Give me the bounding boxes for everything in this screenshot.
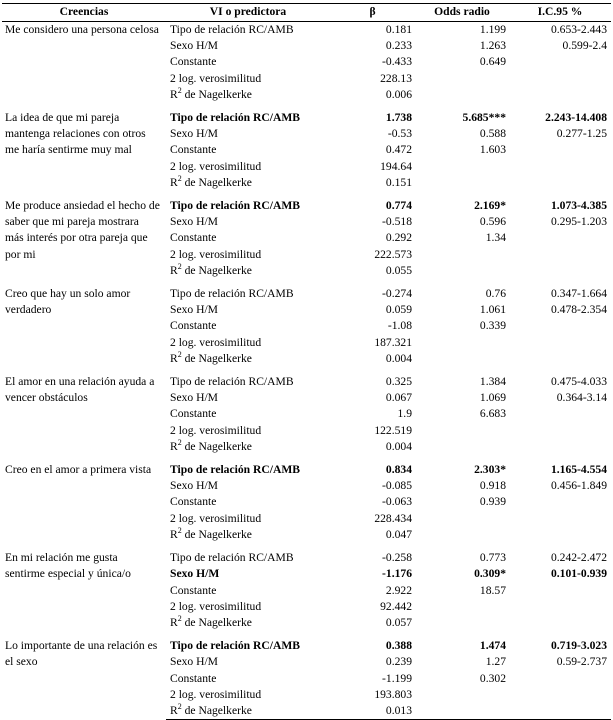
r2-label-suffix: de Nagelkerke: [181, 703, 252, 717]
odds-cell: 0.339: [479, 319, 506, 333]
ci-cell: 0.101-0.939: [550, 567, 607, 581]
r2-label-suffix: de Nagelkerke: [181, 87, 252, 101]
ci-cell: [509, 71, 611, 87]
belief-cell: Creo en el amor a primera vista: [5, 463, 152, 477]
odds-cell: 5.685***: [462, 111, 506, 125]
ci-cell: 0.242-2.472: [550, 551, 607, 565]
predictor-cell: Tipo de relación RC/AMB: [170, 111, 301, 125]
ci-cell: 0.599-2.4: [562, 39, 607, 53]
table-header: [2, 4, 611, 22]
beta-cell: 0.834: [385, 463, 412, 477]
block-spacer-cell: [2, 279, 611, 286]
ci-cell: [509, 335, 611, 351]
odds-cell: [415, 335, 509, 351]
predictor-cell: 2 log. verosimilitud: [170, 159, 262, 173]
table-row: [2, 198, 611, 214]
block-spacer: [2, 367, 611, 374]
ci-cell: 1.165-4.554: [550, 463, 607, 477]
ci-cell: [509, 175, 611, 191]
table-row: [2, 550, 611, 566]
belief-cell: Creo que hay un solo amor verdadero: [5, 287, 131, 317]
table-body: [2, 22, 611, 720]
predictor-cell: Constante: [170, 671, 217, 685]
beta-cell: 92.442: [380, 599, 412, 613]
predictor-cell: Tipo de relación RC/AMB: [170, 375, 294, 389]
odds-cell: 0.588: [479, 127, 506, 141]
block-spacer: [2, 279, 611, 286]
odds-cell: [415, 599, 509, 615]
beta-cell: -0.085: [382, 479, 412, 493]
r2-label-suffix: de Nagelkerke: [181, 439, 252, 453]
odds-cell: 0.773: [479, 551, 506, 565]
belief-cell: Lo importante de una relación es el sexo: [5, 639, 158, 669]
beta-cell: -0.274: [382, 287, 412, 301]
odds-cell: 0.302: [479, 671, 506, 685]
odds-cell: 2.169*: [474, 199, 506, 213]
predictor-cell: $R^2$ de Nagelkerke: [166, 703, 330, 720]
ci-cell: 0.364-3.14: [556, 391, 607, 405]
odds-cell: 0.939: [479, 495, 506, 509]
predictor-cell: $R^2$ de Nagelkerke: [170, 85, 252, 101]
ci-cell: [509, 230, 611, 246]
ci-cell: 0.59-2.737: [556, 655, 607, 669]
beta-cell: 0.292: [385, 231, 412, 245]
predictor-cell: Tipo de relación RC/AMB: [170, 199, 301, 213]
r2-label-suffix: de Nagelkerke: [181, 175, 252, 189]
odds-cell: [415, 511, 509, 527]
block-spacer-cell: [2, 543, 611, 550]
odds-cell: [415, 351, 509, 367]
ci-cell: [509, 351, 611, 367]
predictor-cell: Sexo H/M: [170, 391, 218, 405]
beta-cell: 0.006: [385, 87, 412, 101]
ci-cell: [509, 142, 611, 158]
beta-cell: 187.321: [374, 335, 412, 349]
belief-cell: Me produce ansiedad el hecho de saber que mi pareja mostrara más interés por otra pareja que por mi: [5, 199, 160, 261]
table-row: [2, 374, 611, 390]
odds-cell: 0.309*: [474, 567, 506, 581]
predictor-cell: Constante: [170, 55, 217, 69]
beta-cell: -0.258: [382, 551, 412, 565]
ci-cell: 0.277-1.25: [556, 127, 607, 141]
odds-cell: 0.649: [479, 55, 506, 69]
odds-cell: [415, 703, 509, 720]
predictor-cell: Sexo H/M: [170, 303, 218, 317]
predictor-cell: 2 log. verosimilitud: [170, 335, 262, 349]
beta-cell: 0.388: [385, 639, 412, 653]
beta-cell: 0.325: [385, 375, 412, 389]
predictor-cell: 2 log. verosimilitud: [170, 247, 262, 261]
predictor-cell: 2 log. verosimilitud: [170, 511, 262, 525]
ci-cell: [509, 687, 611, 703]
ci-cell: [509, 263, 611, 279]
r2-label-suffix: de Nagelkerke: [181, 615, 252, 629]
beta-cell: 122.519: [374, 423, 412, 437]
header-predictor: VI o predictora: [166, 4, 330, 22]
belief-cell: La idea de que mi pareja mantenga relaciones con otros me haría sentirme muy mal: [5, 111, 146, 157]
ci-cell: 0.719-3.023: [550, 639, 607, 653]
beta-cell: -0.518: [382, 215, 412, 229]
odds-cell: [415, 263, 509, 279]
ci-cell: 1.073-4.385: [550, 199, 607, 213]
block-spacer: [2, 191, 611, 198]
odds-cell: [415, 175, 509, 191]
odds-cell: [415, 687, 509, 703]
predictor-cell: Sexo H/M: [170, 127, 218, 141]
predictor-cell: 2 log. verosimilitud: [170, 599, 262, 613]
predictor-cell: Sexo H/M: [170, 655, 218, 669]
block-spacer: [2, 103, 611, 110]
predictor-cell: Constante: [170, 407, 217, 421]
odds-cell: [415, 87, 509, 103]
odds-cell: 1.27: [485, 655, 506, 669]
beta-cell: 0.004: [385, 351, 412, 365]
odds-cell: [415, 423, 509, 439]
belief-cell: El amor en una relación ayuda a vencer obstáculos: [5, 375, 155, 405]
odds-cell: 2.303*: [474, 463, 506, 477]
beta-cell: 228.434: [374, 511, 412, 525]
beta-cell: 0.774: [385, 199, 412, 213]
odds-cell: 1.199: [479, 23, 506, 36]
beta-cell: 0.472: [385, 143, 412, 157]
ci-cell: [509, 671, 611, 687]
odds-cell: 1.263: [479, 39, 506, 53]
ci-cell: 0.475-4.033: [550, 375, 607, 389]
ci-cell: 0.456-1.849: [550, 479, 607, 493]
odds-cell: [415, 247, 509, 263]
predictor-cell: $R^2$ de Nagelkerke: [170, 438, 252, 453]
block-spacer-cell: [2, 455, 611, 462]
ci-cell: 2.243-14.408: [545, 111, 607, 125]
predictor-cell: Tipo de relación RC/AMB: [170, 287, 294, 301]
ci-cell: [509, 87, 611, 103]
odds-cell: 1.34: [485, 231, 506, 245]
beta-cell: 0.047: [385, 527, 412, 541]
predictor-cell: $R^2$ de Nagelkerke: [170, 350, 252, 365]
block-spacer-cell: [2, 191, 611, 198]
ci-cell: [509, 615, 611, 631]
table-row: [2, 638, 611, 654]
predictor-cell: Constante: [170, 143, 217, 157]
beta-cell: 0.013: [330, 703, 415, 720]
predictor-cell: Tipo de relación RC/AMB: [170, 639, 301, 653]
beta-cell: -1.199: [382, 671, 412, 685]
beta-cell: 0.057: [385, 615, 412, 629]
ci-cell: [509, 439, 611, 455]
header-odds: Odds radio: [415, 4, 509, 22]
odds-cell: [415, 615, 509, 631]
ci-cell: [509, 247, 611, 263]
predictor-cell: $R^2$ de Nagelkerke: [170, 614, 252, 629]
header-row: [2, 4, 611, 22]
predictor-cell: 2 log. verosimilitud: [170, 687, 262, 701]
block-spacer: [2, 631, 611, 638]
predictor-cell: 2 log. verosimilitud: [170, 71, 262, 85]
predictor-cell: Sexo H/M: [170, 567, 220, 581]
odds-cell: [415, 71, 509, 87]
ci-cell: [509, 599, 611, 615]
odds-cell: 1.384: [479, 375, 506, 389]
beta-cell: 0.151: [385, 175, 412, 189]
odds-cell: 1.069: [479, 391, 506, 405]
logistic-regression-table: [2, 3, 611, 720]
table-row: [2, 110, 611, 126]
r2-label-suffix: de Nagelkerke: [181, 351, 252, 365]
ci-cell: [509, 527, 611, 543]
predictor-cell: Sexo H/M: [170, 215, 218, 229]
beta-cell: 0.239: [385, 655, 412, 669]
r2-label-suffix: de Nagelkerke: [181, 263, 252, 277]
table-row: [2, 462, 611, 478]
predictor-cell: Constante: [170, 319, 217, 333]
ci-cell: [509, 583, 611, 599]
ci-cell: [509, 54, 611, 70]
beta-cell: 0.181: [385, 23, 412, 36]
beta-cell: 222.573: [374, 247, 412, 261]
beta-cell: 2.922: [385, 583, 412, 597]
predictor-cell: Sexo H/M: [170, 39, 218, 53]
beta-cell: 1.9: [397, 407, 412, 421]
odds-cell: 0.918: [479, 479, 506, 493]
odds-cell: 1.603: [479, 143, 506, 157]
ci-cell: [509, 406, 611, 422]
beta-cell: 0.059: [385, 303, 412, 317]
odds-cell: 1.474: [479, 639, 506, 653]
header-ci: I.C.95 %: [509, 4, 611, 22]
odds-cell: 6.683: [479, 407, 506, 421]
results-table-container: [2, 3, 611, 720]
beta-cell: 193.803: [374, 687, 412, 701]
beta-cell: 228.13: [380, 71, 412, 85]
belief-cell: Me considero una persona celosa: [5, 23, 159, 36]
odds-cell: 0.76: [485, 287, 506, 301]
beta-cell: -1.08: [387, 319, 412, 333]
beta-cell: 194.64: [380, 159, 412, 173]
ci-cell: [509, 511, 611, 527]
beta-cell: 1.738: [385, 111, 412, 125]
beta-cell: -0.53: [387, 127, 412, 141]
predictor-cell: Constante: [170, 583, 217, 597]
predictor-cell: Tipo de relación RC/AMB: [170, 551, 294, 565]
predictor-cell: $R^2$ de Nagelkerke: [170, 261, 252, 277]
ci-cell: [509, 703, 611, 720]
table-row: [2, 22, 611, 39]
predictor-cell: Tipo de relación RC/AMB: [170, 463, 301, 477]
beta-cell: -1.176: [382, 567, 412, 581]
block-spacer: [2, 543, 611, 550]
beta-cell: 0.067: [385, 391, 412, 405]
ci-cell: [509, 494, 611, 510]
beta-cell: 0.004: [385, 439, 412, 453]
block-spacer-cell: [2, 103, 611, 110]
header-creencias: Creencias: [2, 4, 166, 22]
ci-cell: 0.653-2.443: [550, 23, 607, 36]
r2-label-suffix: de Nagelkerke: [181, 527, 252, 541]
predictor-cell: Constante: [170, 231, 217, 245]
block-spacer: [2, 455, 611, 462]
odds-cell: 0.596: [479, 215, 506, 229]
ci-cell: [509, 318, 611, 334]
beta-cell: 0.233: [385, 39, 412, 53]
odds-cell: 1.061: [479, 303, 506, 317]
odds-cell: [415, 159, 509, 175]
predictor-cell: Tipo de relación RC/AMB: [170, 23, 294, 36]
predictor-cell: Sexo H/M: [170, 479, 218, 493]
beta-cell: 0.055: [385, 263, 412, 277]
ci-cell: 0.347-1.664: [550, 287, 607, 301]
odds-cell: 18.57: [479, 583, 506, 597]
odds-cell: [415, 527, 509, 543]
beta-cell: -0.433: [382, 55, 412, 69]
block-spacer-cell: [2, 631, 611, 638]
ci-cell: [509, 159, 611, 175]
predictor-cell: $R^2$ de Nagelkerke: [170, 526, 252, 541]
odds-cell: [415, 439, 509, 455]
ci-cell: 0.478-2.354: [550, 303, 607, 317]
predictor-cell: Constante: [170, 495, 217, 509]
block-spacer-cell: [2, 367, 611, 374]
predictor-cell: 2 log. verosimilitud: [170, 423, 262, 437]
beta-cell: -0.063: [382, 495, 412, 509]
belief-cell: En mi relación me gusta sentirme especial y única/o: [5, 551, 131, 581]
ci-cell: [509, 423, 611, 439]
header-beta: β: [330, 4, 415, 22]
ci-cell: 0.295-1.203: [550, 215, 607, 229]
table-row: [2, 286, 611, 302]
predictor-cell: $R^2$ de Nagelkerke: [170, 173, 252, 189]
